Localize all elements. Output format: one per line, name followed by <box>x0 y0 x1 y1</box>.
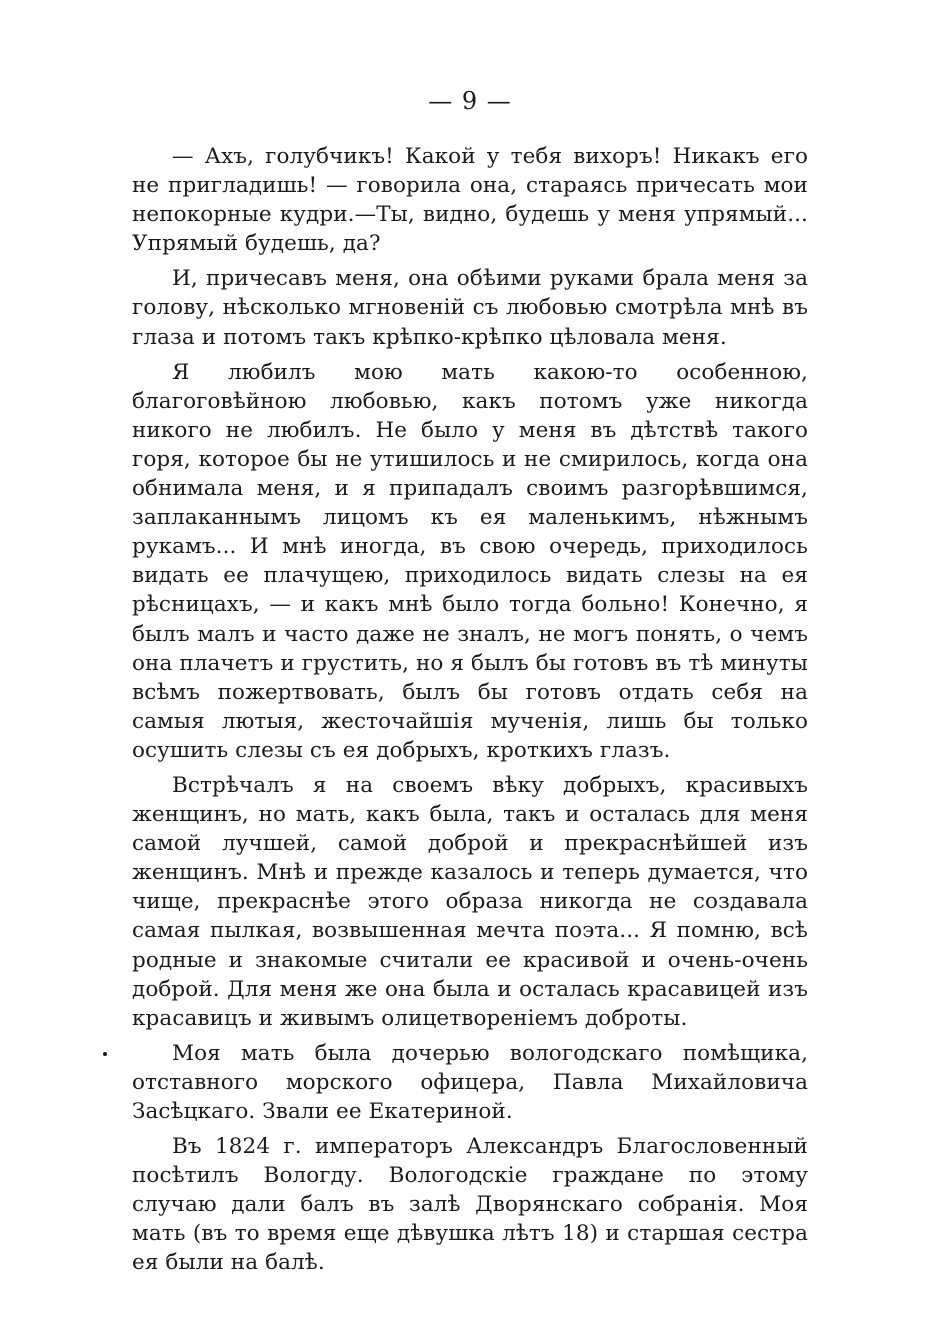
paragraph-4: Встрѣчалъ я на своемъ вѣку добрыхъ, красивыхъ женщинъ, но мать, какъ была, такъ и осталась для меня самой лучшей, самой доброй и прекраснѣйшей изъ женщинъ. Мнѣ и прежде казалось и теперь думается, что чище, прекраснѣе этого образа никогда не создавала самая пылкая, возвышенная мечта поэта... Я помню, всѣ родные и знакомые считали ее красивой и очень-очень доброй. Для меня же она была и осталась красавицей изъ красавицъ и живымъ олицетвореніемъ доброты. <box>132 772 808 1031</box>
paragraph-3: Я любилъ мою мать какою-то особенною, благоговѣйною любовью, какъ потомъ уже никогда никого не любилъ. Не было у меня въ дѣтствѣ такого горя, которое бы не утишилось и не смирилось, когда она обнимала меня, и я припадалъ своимъ разгорѣвшимся, заплаканнымъ лицомъ къ ея маленькимъ, нѣжнымъ рукамъ... И мнѣ иногда, въ свою очередь, приходилось видать ее плачущею, приходилось видать слезы на ея рѣсницахъ, — и какъ мнѣ было тогда больно! Конечно, я былъ малъ и часто даже не зналъ, не могъ понять, о чемъ она плачетъ и грустить, но я былъ бы готовъ въ тѣ минуты всѣмъ пожертвовать, былъ бы готовъ отдать себя на самыя лютыя, жесточайшія мученія, лишь бы только осушить слезы съ ея добрыхъ, кроткихъ глазъ. <box>132 359 808 763</box>
ink-speck <box>103 1052 107 1056</box>
book-page <box>132 86 808 1278</box>
page-number: — 9 — <box>428 87 512 115</box>
paragraph-2: И, причесавъ меня, она обѣими руками брала меня за голову, нѣсколько мгновеній съ любовью смотрѣла мнѣ въ глаза и потомъ такъ крѣпко-крѣпко цѣловала меня. <box>132 266 808 350</box>
paragraph-5: Моя мать была дочерью вологодскаго помѣщика, отставного морского офицера, Павла Михайловича Засѣцкаго. Звали ее Екатериной. <box>132 1040 808 1124</box>
paragraph-6: Въ 1824 г. императоръ Александръ Благословенный посѣтилъ Вологду. Вологодскіе граждане по этому случаю дали балъ въ залѣ Дворянскаго собранія. Моя мать (въ то время еще дѣвушка лѣтъ 18) и старшая сестра ея были на балѣ. <box>132 1134 808 1276</box>
paragraph-1: — Ахъ, голубчикъ! Какой у тебя вихоръ! Никакъ его не пригладишь! — говорила она, стараясь причесать мои непокорные кудри.—Ты, видно, будешь у меня упрямый... Упрямый будешь, да? <box>132 144 808 257</box>
